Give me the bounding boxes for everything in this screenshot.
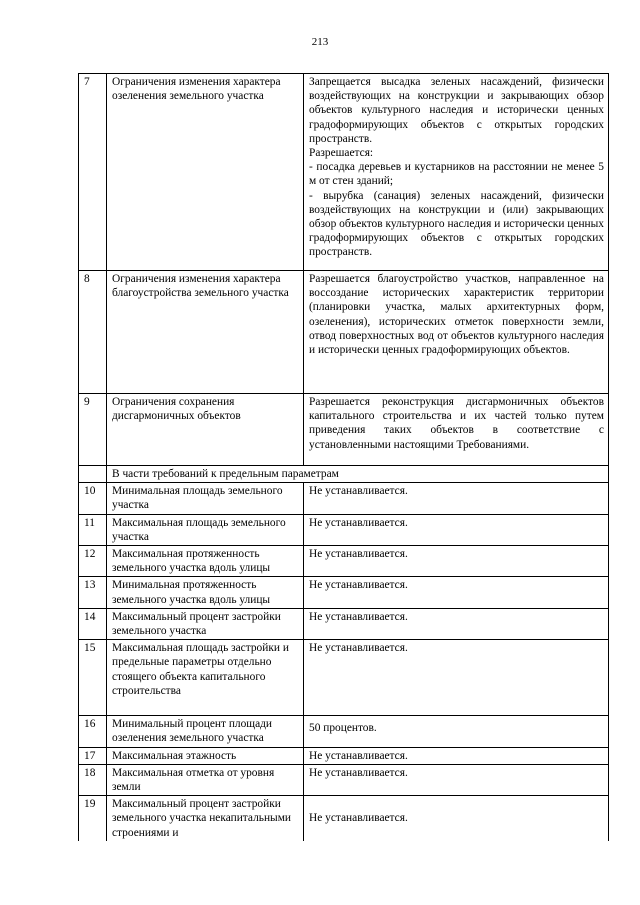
row-value: Не устанавливается. bbox=[304, 608, 609, 639]
row-number: 17 bbox=[79, 747, 107, 764]
row-title: Минимальная площадь земельного участка bbox=[107, 483, 304, 514]
description-paragraph: - вырубка (санация) зеленых насаждений, физически воздействующих на конструкции и (или) закрывающих обзор объектов культурного наследия и исторически ценных градоформирующих объектов с открытых городских пространств. bbox=[309, 189, 604, 259]
row-title: Ограничения изменения характера озеленения земельного участка bbox=[107, 74, 304, 271]
row-value: 50 процентов. bbox=[304, 716, 609, 747]
row-title: Минимальная протяженность земельного участка вдоль улицы bbox=[107, 577, 304, 608]
description-paragraph: Разрешается реконструкция дисгармоничных объектов капитального строительства и их частей только путем приведения таких объектов в соответствие с установленными настоящими Требованиями. bbox=[309, 396, 604, 451]
row-title: Максимальный процент застройки земельного участка bbox=[107, 608, 304, 639]
row-title: Максимальная протяженность земельного участка вдоль улицы bbox=[107, 546, 304, 577]
row-value: Не устанавливается. bbox=[304, 747, 609, 764]
table-row bbox=[79, 271, 609, 394]
row-number: 10 bbox=[79, 483, 107, 514]
table-row bbox=[79, 608, 609, 639]
description-paragraph: Запрещается высадка зеленых насаждений, физически воздействующих на конструкции и закрывающих обзор объектов культурного наследия и исторически ценных градоформирующих объектов с открытых городских пространств. bbox=[309, 76, 604, 145]
row-number: 18 bbox=[79, 764, 107, 795]
row-title: Максимальная отметка от уровня земли bbox=[107, 764, 304, 795]
row-title: Максимальная этажность bbox=[107, 747, 304, 764]
row-number: 7 bbox=[79, 74, 107, 271]
row-number: 15 bbox=[79, 640, 107, 716]
table-row bbox=[79, 716, 609, 747]
table-row bbox=[79, 747, 609, 764]
row-description bbox=[304, 271, 609, 394]
row-number: 13 bbox=[79, 577, 107, 608]
description-paragraph: - посадка деревьев и кустарников на расстоянии не менее 5 м от стен зданий; bbox=[309, 161, 604, 188]
row-number: 14 bbox=[79, 608, 107, 639]
description-paragraph: Разрешается: bbox=[309, 147, 374, 160]
row-title: Минимальный процент площади озеленения земельного участка bbox=[107, 716, 304, 747]
table-row bbox=[79, 483, 609, 514]
empty-cell bbox=[79, 466, 107, 483]
row-number: 19 bbox=[79, 796, 107, 841]
row-title: Максимальная площадь земельного участка bbox=[107, 514, 304, 545]
row-title: Максимальный процент застройки земельного участка некапитальными строениями и bbox=[107, 796, 304, 841]
row-number: 9 bbox=[79, 394, 107, 466]
table-row bbox=[79, 394, 609, 466]
page-number: 213 bbox=[311, 36, 329, 48]
row-number: 12 bbox=[79, 546, 107, 577]
row-number: 16 bbox=[79, 716, 107, 747]
row-value: Не устанавливается. bbox=[304, 640, 609, 716]
row-value: Не устанавливается. bbox=[304, 514, 609, 545]
row-value: Не устанавливается. bbox=[304, 764, 609, 795]
row-description bbox=[304, 394, 609, 466]
row-title: Ограничения сохранения дисгармоничных объектов bbox=[107, 394, 304, 466]
section-heading: В части требований к предельным параметрам bbox=[107, 466, 609, 483]
section-heading-row bbox=[79, 466, 609, 483]
row-title: Максимальная площадь застройки и предельные параметры отдельно стоящего объекта капитального строительства bbox=[107, 640, 304, 716]
row-number: 11 bbox=[79, 514, 107, 545]
description-paragraph: Разрешается благоустройство участков, направленное на воссоздание исторических характеристик территории (планировки участка, малых архитектурных форм, озеленения), исторических отметок поверхности земли, отвод поверхностных вод от объектов культурного наследия и исторически ценных градоформирующих объектов. bbox=[309, 273, 604, 357]
row-number: 8 bbox=[79, 271, 107, 394]
row-value: Не устанавливается. bbox=[304, 483, 609, 514]
row-value: Не устанавливается. bbox=[304, 546, 609, 577]
row-title: Ограничения изменения характера благоустройства земельного участка bbox=[107, 271, 304, 394]
table-row bbox=[79, 764, 609, 795]
table-row bbox=[79, 796, 609, 841]
table-row bbox=[79, 577, 609, 608]
table-row bbox=[79, 546, 609, 577]
row-value: Не устанавливается. bbox=[304, 796, 609, 841]
table-row bbox=[79, 640, 609, 716]
table-row bbox=[79, 514, 609, 545]
row-description bbox=[304, 74, 609, 271]
requirements-table bbox=[78, 73, 609, 841]
row-value: Не устанавливается. bbox=[304, 577, 609, 608]
table-row bbox=[79, 74, 609, 271]
